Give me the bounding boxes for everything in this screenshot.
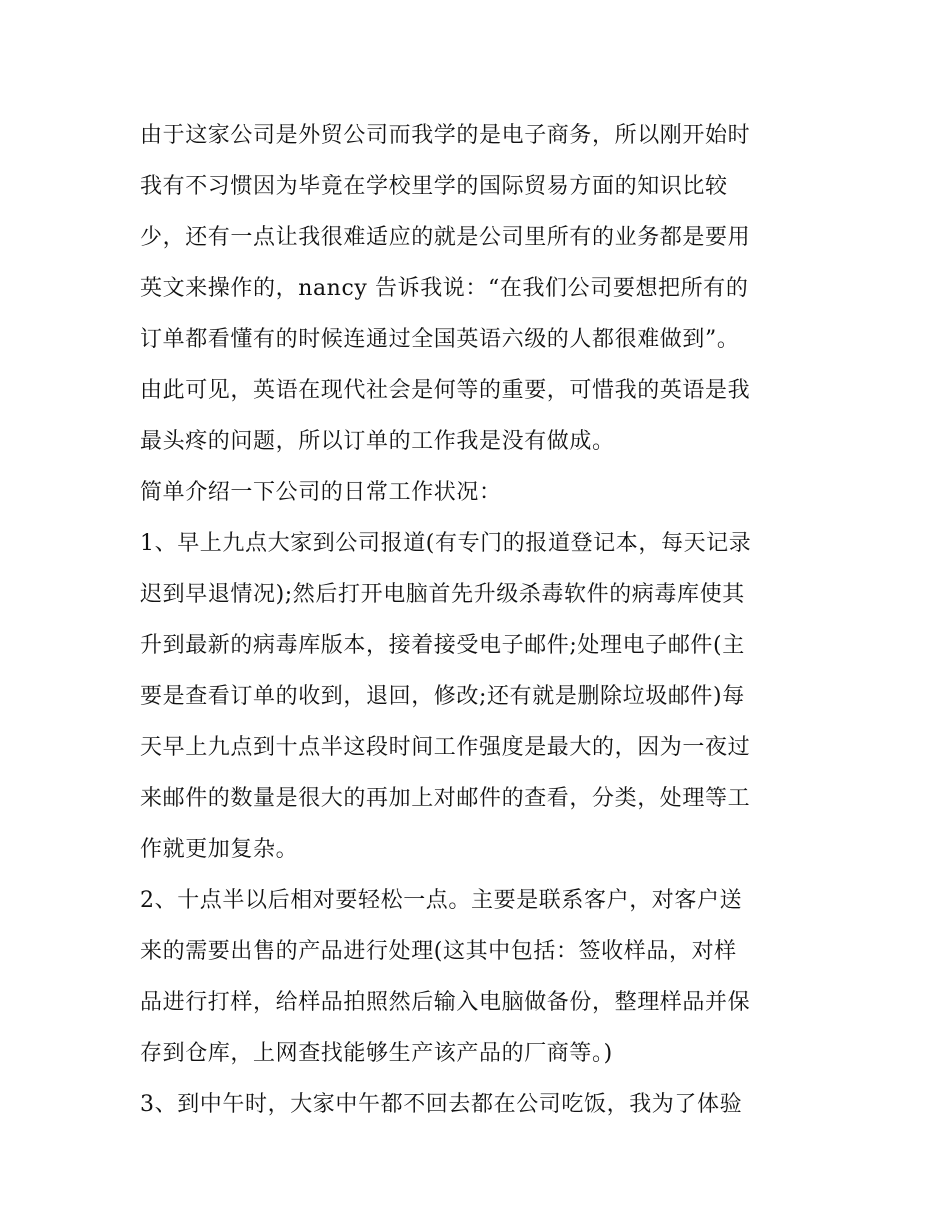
- list-item-line: 品进行打样，给样品拍照然后输入电脑做备份，整理样品并保: [140, 990, 751, 1015]
- list-item-line: 来的需要出售的产品进行处理(这其中包括：签收样品，对样: [140, 939, 737, 964]
- text-line: 英文来操作的，nancy 告诉我说：“在我们公司要想把所有的: [140, 276, 749, 301]
- list-item-line: 作就更加复杂。: [140, 837, 299, 862]
- list-item-line: 存到仓库，上网查找能够生产该产品的厂商等。): [140, 1041, 613, 1066]
- text-line: 订单都看懂有的时候连通过全国英语六级的人都很难做到”。: [140, 327, 740, 352]
- text-line: 我有不习惯因为毕竟在学校里学的国际贸易方面的知识比较: [140, 174, 728, 199]
- list-item-line: 来邮件的数量是很大的再加上对邮件的查看，分类，处理等工: [140, 786, 751, 811]
- list-item-line: 要是查看订单的收到，退回，修改;还有就是删除垃圾邮件)每: [140, 684, 745, 709]
- list-item-line: 升到最新的病毒库版本，接着接受电子邮件;处理电子邮件(主: [140, 633, 745, 658]
- text-line: 由于这家公司是外贸公司而我学的是电子商务，所以刚开始时: [140, 123, 751, 148]
- text-line: 少，还有一点让我很难适应的就是公司里所有的业务都是要用: [140, 225, 751, 250]
- list-item-line: 3、到中午时，大家中午都不回去都在公司吃饭，我为了体验: [140, 1092, 743, 1117]
- document-body: [140, 110, 820, 1130]
- list-item-line: 1、早上九点大家到公司报道(有专门的报道登记本，每天记录: [140, 531, 752, 556]
- list-item-line: 天早上九点到十点半这段时间工作强度是最大的，因为一夜过: [140, 735, 751, 760]
- list-item-line: 迟到早退情况);然后打开电脑首先升级杀毒软件的病毒库使其: [140, 582, 745, 607]
- text-line: 由此可见，英语在现代社会是何等的重要，可惜我的英语是我: [140, 378, 751, 403]
- section-heading: 简单介绍一下公司的日常工作状况：: [140, 480, 502, 505]
- list-item-line: 2、十点半以后相对要轻松一点。主要是联系客户，对客户送: [140, 888, 743, 913]
- text-line: 最头疼的问题，所以订单的工作我是没有做成。: [140, 429, 615, 454]
